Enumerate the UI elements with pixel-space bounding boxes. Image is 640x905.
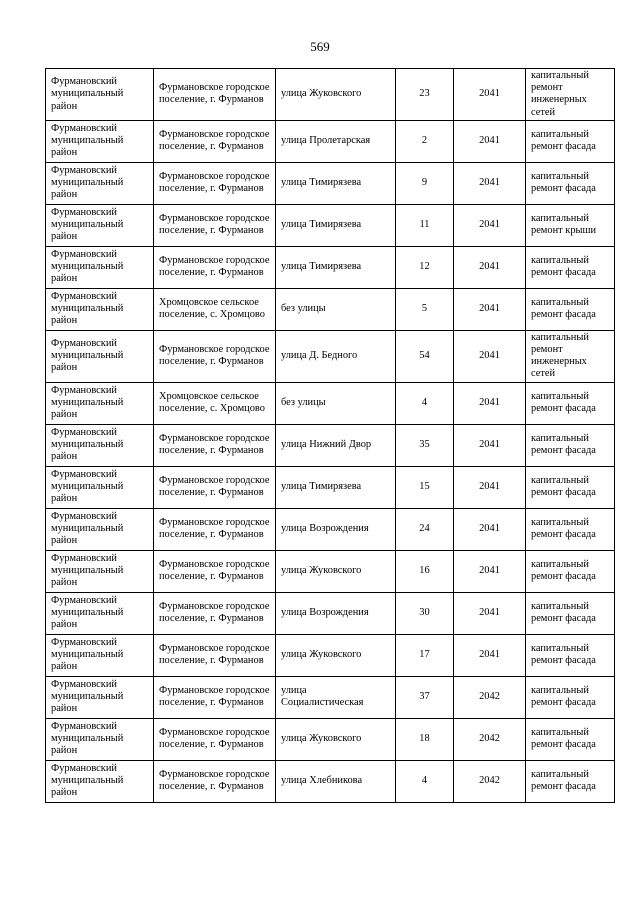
settlement-cell: Фурмановское городское поселение, г. Фурманов [154,760,276,802]
street-cell: улица Хлебникова [276,760,396,802]
district-cell: Фурмановский муниципальный район [46,120,154,162]
work-type-cell: капитальный ремонт фасада [526,634,615,676]
work-type-cell: капитальный ремонт фасада [526,718,615,760]
district-cell: Фурмановский муниципальный район [46,424,154,466]
settlement-cell: Фурмановское городское поселение, г. Фурманов [154,466,276,508]
settlement-cell: Фурмановское городское поселение, г. Фурманов [154,424,276,466]
work-type-cell: капитальный ремонт фасада [526,508,615,550]
work-type-cell: капитальный ремонт фасада [526,382,615,424]
table-row [46,120,615,162]
district-cell: Фурмановский муниципальный район [46,246,154,288]
street-cell: улица Социалистическая [276,676,396,718]
street-cell: улица Тимирязева [276,466,396,508]
house-number-cell: 16 [396,550,454,592]
house-number-cell: 35 [396,424,454,466]
house-number-cell: 9 [396,162,454,204]
settlement-cell: Фурмановское городское поселение, г. Фурманов [154,69,276,121]
work-type-cell: капитальный ремонт инженерных сетей [526,69,615,121]
street-cell: без улицы [276,288,396,330]
settlement-cell: Фурмановское городское поселение, г. Фурманов [154,592,276,634]
house-number-cell: 37 [396,676,454,718]
work-type-cell: капитальный ремонт фасада [526,760,615,802]
table-row [46,592,615,634]
house-number-cell: 24 [396,508,454,550]
district-cell: Фурмановский муниципальный район [46,330,154,382]
table-row [46,508,615,550]
settlement-cell: Фурмановское городское поселение, г. Фурманов [154,550,276,592]
house-number-cell: 18 [396,718,454,760]
table-row [46,424,615,466]
year-cell: 2041 [454,466,526,508]
street-cell: улица Тимирязева [276,162,396,204]
year-cell: 2041 [454,204,526,246]
house-number-cell: 54 [396,330,454,382]
street-cell: улица Жуковского [276,634,396,676]
street-cell: улица Тимирязева [276,204,396,246]
settlement-cell: Хромцовское сельское поселение, с. Хромцово [154,288,276,330]
work-type-cell: капитальный ремонт инженерных сетей [526,330,615,382]
work-type-cell: капитальный ремонт крыши [526,204,615,246]
settlement-cell: Хромцовское сельское поселение, с. Хромцово [154,382,276,424]
table-row [46,718,615,760]
year-cell: 2041 [454,508,526,550]
settlement-cell: Фурмановское городское поселение, г. Фурманов [154,246,276,288]
work-type-cell: капитальный ремонт фасада [526,288,615,330]
year-cell: 2041 [454,592,526,634]
settlement-cell: Фурмановское городское поселение, г. Фурманов [154,508,276,550]
street-cell: улица Тимирязева [276,246,396,288]
table-row [46,246,615,288]
register-table [45,68,615,803]
work-type-cell: капитальный ремонт фасада [526,162,615,204]
street-cell: улица Жуковского [276,69,396,121]
year-cell: 2041 [454,382,526,424]
table-row [46,330,615,382]
year-cell: 2042 [454,760,526,802]
district-cell: Фурмановский муниципальный район [46,288,154,330]
house-number-cell: 4 [396,382,454,424]
district-cell: Фурмановский муниципальный район [46,508,154,550]
house-number-cell: 23 [396,69,454,121]
year-cell: 2042 [454,718,526,760]
year-cell: 2041 [454,330,526,382]
year-cell: 2041 [454,69,526,121]
district-cell: Фурмановский муниципальный район [46,760,154,802]
year-cell: 2041 [454,550,526,592]
work-type-cell: капитальный ремонт фасада [526,550,615,592]
house-number-cell: 12 [396,246,454,288]
house-number-cell: 2 [396,120,454,162]
work-type-cell: капитальный ремонт фасада [526,424,615,466]
work-type-cell: капитальный ремонт фасада [526,466,615,508]
register-table-body [46,69,615,803]
table-row [46,288,615,330]
street-cell: улица Нижний Двор [276,424,396,466]
work-type-cell: капитальный ремонт фасада [526,120,615,162]
house-number-cell: 30 [396,592,454,634]
year-cell: 2041 [454,162,526,204]
street-cell: без улицы [276,382,396,424]
table-row [46,676,615,718]
street-cell: улица Жуковского [276,550,396,592]
district-cell: Фурмановский муниципальный район [46,550,154,592]
table-row [46,634,615,676]
settlement-cell: Фурмановское городское поселение, г. Фурманов [154,676,276,718]
year-cell: 2041 [454,424,526,466]
settlement-cell: Фурмановское городское поселение, г. Фурманов [154,162,276,204]
house-number-cell: 11 [396,204,454,246]
year-cell: 2041 [454,246,526,288]
work-type-cell: капитальный ремонт фасада [526,246,615,288]
street-cell: улица Жуковского [276,718,396,760]
district-cell: Фурмановский муниципальный район [46,382,154,424]
page-number: 569 [310,39,330,54]
district-cell: Фурмановский муниципальный район [46,162,154,204]
district-cell: Фурмановский муниципальный район [46,466,154,508]
year-cell: 2041 [454,288,526,330]
district-cell: Фурмановский муниципальный район [46,69,154,121]
settlement-cell: Фурмановское городское поселение, г. Фурманов [154,718,276,760]
year-cell: 2041 [454,634,526,676]
street-cell: улица Возрождения [276,508,396,550]
district-cell: Фурмановский муниципальный район [46,592,154,634]
settlement-cell: Фурмановское городское поселение, г. Фурманов [154,330,276,382]
table-row [46,162,615,204]
year-cell: 2041 [454,120,526,162]
street-cell: улица Пролетарская [276,120,396,162]
district-cell: Фурмановский муниципальный район [46,718,154,760]
settlement-cell: Фурмановское городское поселение, г. Фурманов [154,120,276,162]
table-row [46,466,615,508]
house-number-cell: 5 [396,288,454,330]
street-cell: улица Возрождения [276,592,396,634]
table-row [46,382,615,424]
district-cell: Фурмановский муниципальный район [46,676,154,718]
work-type-cell: капитальный ремонт фасада [526,676,615,718]
year-cell: 2042 [454,676,526,718]
house-number-cell: 15 [396,466,454,508]
table-row [46,69,615,121]
work-type-cell: капитальный ремонт фасада [526,592,615,634]
table-row [46,760,615,802]
district-cell: Фурмановский муниципальный район [46,204,154,246]
table-row [46,204,615,246]
settlement-cell: Фурмановское городское поселение, г. Фурманов [154,634,276,676]
settlement-cell: Фурмановское городское поселение, г. Фурманов [154,204,276,246]
street-cell: улица Д. Бедного [276,330,396,382]
house-number-cell: 4 [396,760,454,802]
house-number-cell: 17 [396,634,454,676]
table-row [46,550,615,592]
district-cell: Фурмановский муниципальный район [46,634,154,676]
